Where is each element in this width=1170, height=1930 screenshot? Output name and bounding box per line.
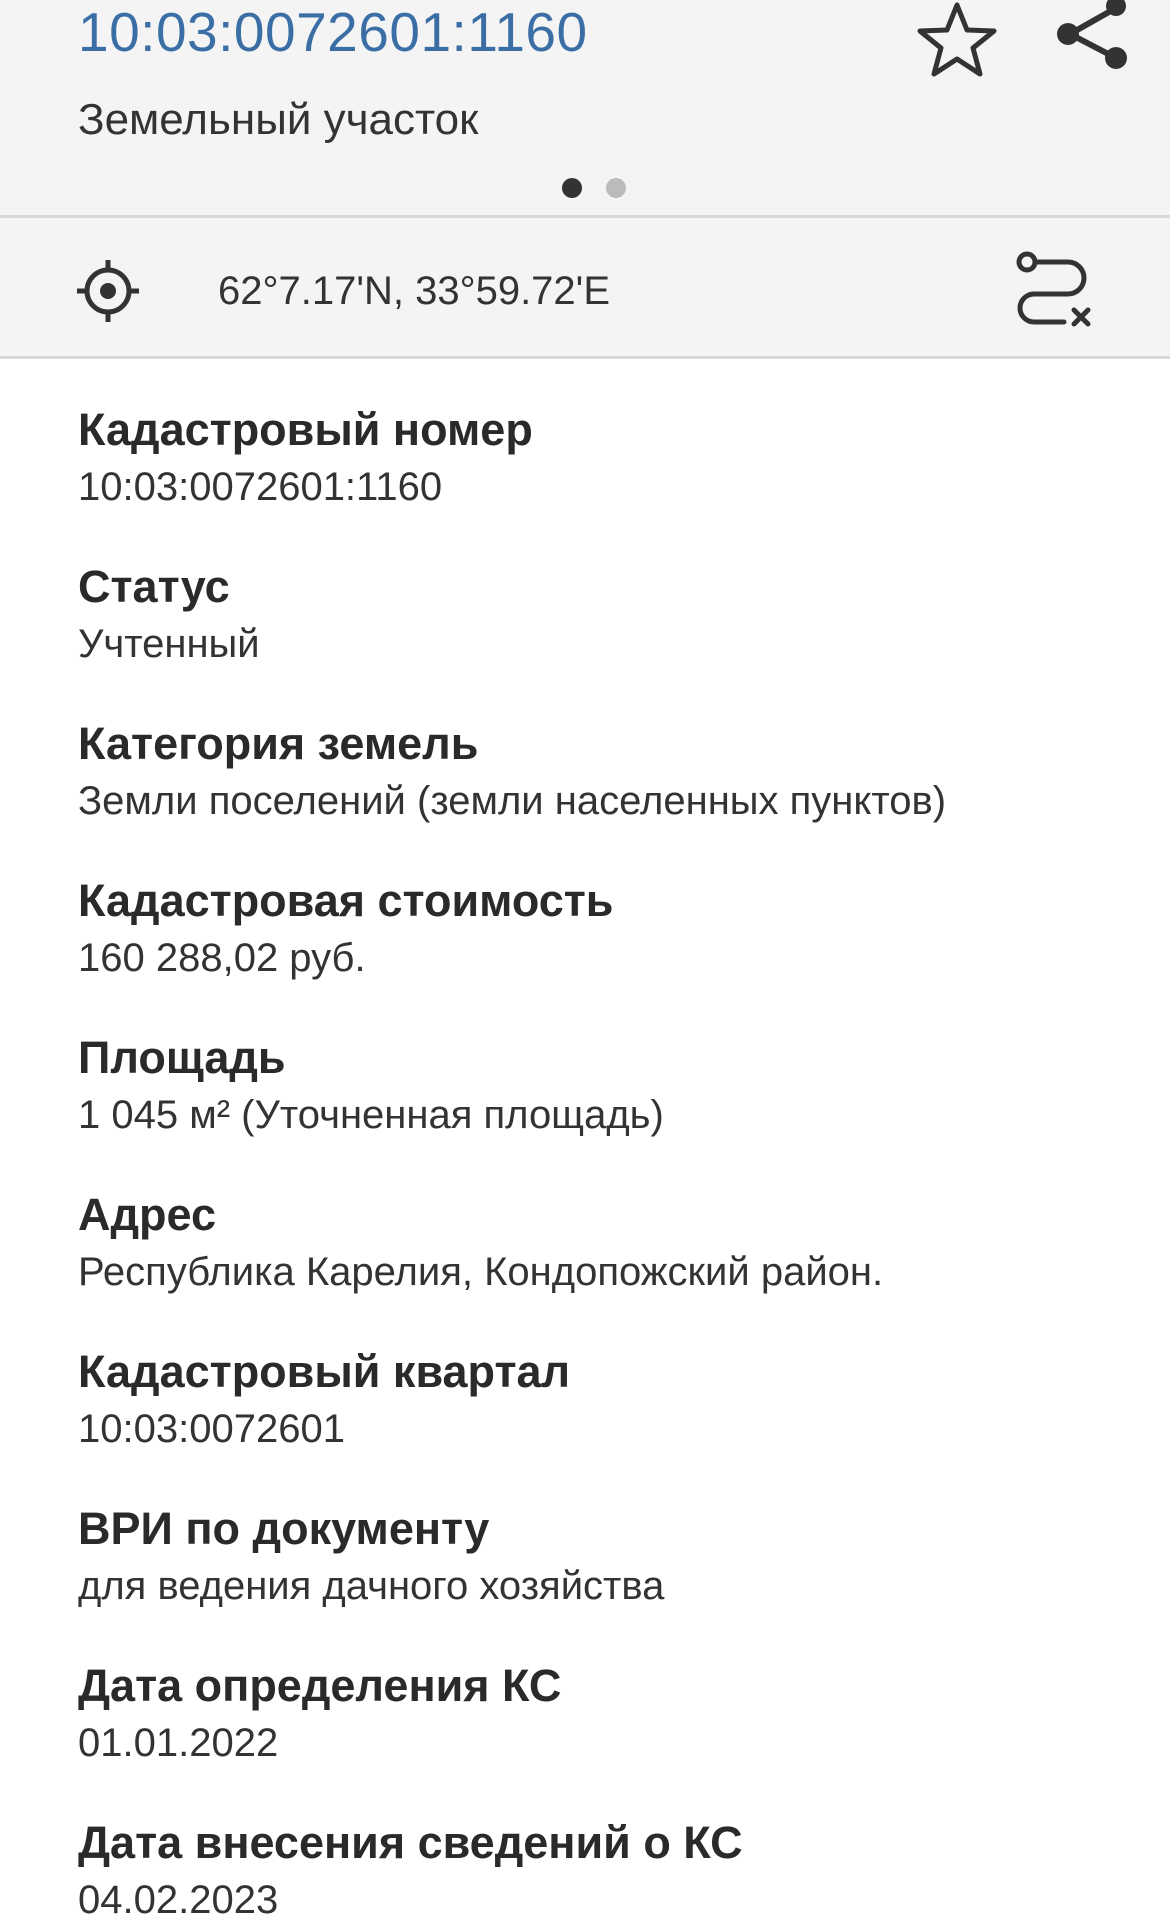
field-label: Статус [78, 561, 230, 612]
field-label: Дата внесения сведений о КС [78, 1817, 743, 1868]
field-label: ВРИ по документу [78, 1503, 490, 1554]
crosshair-target-icon [75, 258, 141, 324]
parcel-type: Земельный участок [78, 95, 479, 144]
page-dot-active[interactable] [562, 178, 582, 198]
share-icon [1050, 0, 1140, 70]
field-label: Кадастровый квартал [78, 1346, 571, 1397]
field-value[interactable]: 10:03:0072601 [78, 1407, 345, 1451]
field-value[interactable]: Учтенный [78, 622, 260, 666]
coordinates-row [0, 218, 1170, 356]
field-value[interactable]: 01.01.2022 [78, 1721, 279, 1765]
field-cadastral-quarter [78, 1342, 1138, 1456]
page-dot[interactable] [606, 178, 626, 198]
field-valuation-entry-date [78, 1813, 1138, 1927]
field-label: Дата определения КС [78, 1660, 562, 1711]
field-label: Кадастровая стоимость [78, 875, 614, 926]
locate-button[interactable] [75, 258, 141, 324]
field-status [78, 557, 1138, 671]
field-address [78, 1185, 1138, 1299]
field-cadastral-value [78, 871, 1138, 985]
page-indicator[interactable] [562, 178, 626, 198]
field-cadastral-number [78, 400, 1138, 514]
coordinates-text[interactable]: 62°7.17'N, 33°59.72'E [218, 269, 610, 313]
field-label: Категория земель [78, 718, 479, 769]
parcel-header [0, 0, 1170, 215]
field-value[interactable]: 160 288,02 руб. [78, 936, 366, 980]
divider [0, 356, 1170, 359]
field-valuation-date [78, 1656, 1138, 1770]
field-land-category [78, 714, 1138, 828]
field-value[interactable]: 04.02.2023 [78, 1878, 279, 1922]
field-value[interactable]: Земли поселений (земли населенных пунктов) [78, 779, 947, 823]
favorite-button[interactable] [912, 0, 1002, 80]
field-value[interactable]: для ведения дачного хозяйства [78, 1564, 665, 1608]
share-button[interactable] [1050, 0, 1140, 70]
field-label: Площадь [78, 1032, 286, 1083]
field-label: Кадастровый номер [78, 404, 533, 455]
field-label: Адрес [78, 1189, 217, 1240]
parcel-title[interactable]: 10:03:0072601:1160 [78, 1, 588, 63]
field-value[interactable]: 10:03:0072601:1160 [78, 465, 443, 509]
field-value[interactable]: Республика Карелия, Кондопожский район. [78, 1250, 884, 1294]
field-area [78, 1028, 1138, 1142]
field-permitted-use [78, 1499, 1138, 1613]
star-outline-icon [912, 0, 1002, 80]
route-button[interactable] [1012, 250, 1098, 330]
route-remove-icon [1012, 250, 1098, 330]
field-value[interactable]: 1 045 м² (Уточненная площадь) [78, 1093, 664, 1137]
